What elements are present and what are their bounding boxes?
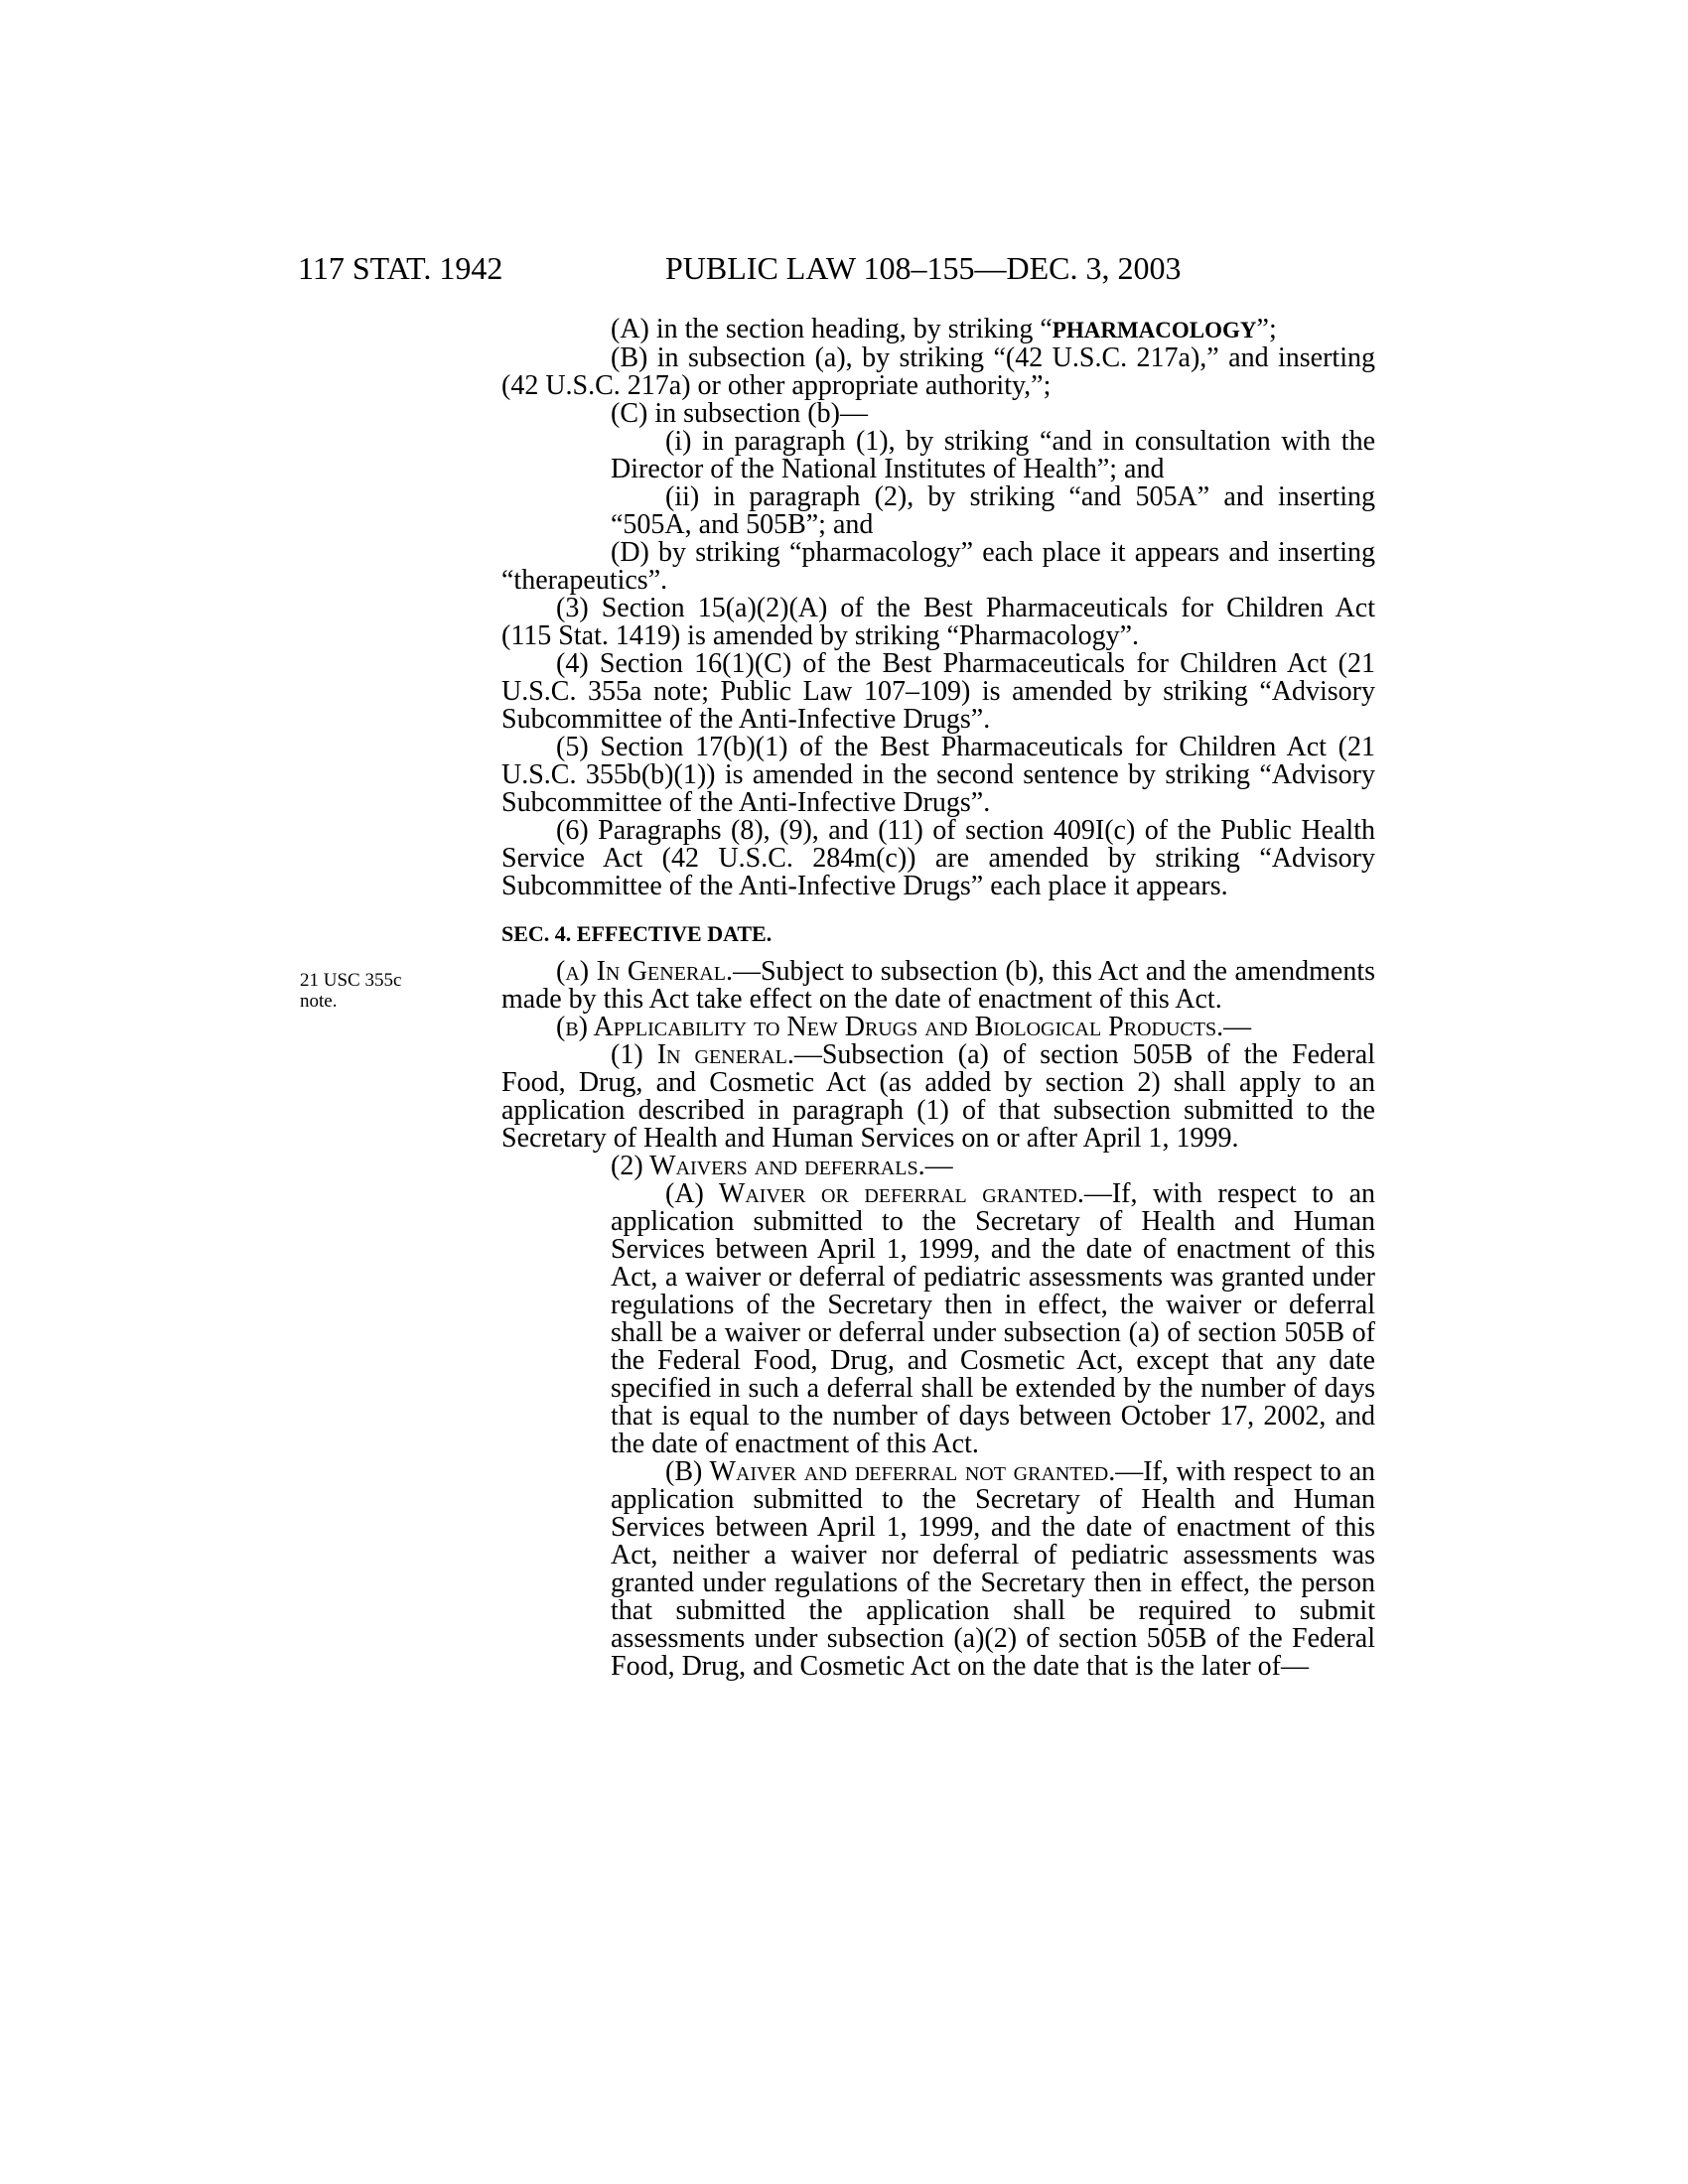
margin-note [300,970,401,1012]
margin-note-line: 21 USC 355c [300,970,402,991]
paragraph-6: (6) Paragraphs (8), (9), and (11) of section 409I(c) of the Public Health Service Act (42 U.S.C. 284m(c)) are amended by striking “Advisory Subcommittee of the Anti-Infective Drugs” each place it appears. [501,815,1375,901]
paragraph-a: (A) in the section heading, by striking “PHARMACOLOGY”; [611,314,1277,344]
margin-note-line: note. [300,991,338,1012]
section-heading: SEC. 4. EFFECTIVE DATE. [501,921,773,946]
page-header [298,248,1390,288]
subsection-a: (a) In General.—Subject to subsection (b), this Act and the amendments made by this Act take effect on the date of enactment of this Act. [501,956,1375,1015]
subsection-b: (b) Applicability to New Drugs and Biological Products.— [556,1012,1252,1042]
paragraph-3: (3) Section 15(a)(2)(A) of the Best Pharmaceuticals for Children Act (115 Stat. 1419) is amended by striking “Pharmacology”. [501,593,1375,651]
paragraph-5: (5) Section 17(b)(1) of the Best Pharmaceuticals for Children Act (21 U.S.C. 355b(b)(1)) is amended in the second sentence by striking “Advisory Subcommittee of the Anti-Infective Drugs”. [501,732,1375,818]
paragraph-b1: (1) In general.—Subsection (a) of section 505B of the Federal Food, Drug, and Cosmetic Act (as added by section 2) shall apply to an application described in paragraph (1) of that subsection submitted to the Secretary of Health and Human Services on or after April 1, 1999. [501,1039,1375,1154]
bold-heading-text: PHARMACOLOGY [1052,318,1257,342]
document-body [501,316,1375,1681]
paragraph-b: (B) in subsection (a), by striking “(42 U.S.C. 217a),” and inserting (42 U.S.C. 217a) or other appropriate authority,”; [501,342,1375,401]
paragraph-d: (D) by striking “pharmacology” each place it appears and inserting “therapeutics”. [501,537,1375,596]
paragraph-c-i: (i) in paragraph (1), by striking “and in consultation with the Director of the National Institutes of Health”; and [611,426,1375,484]
running-title: PUBLIC LAW 108–155—DEC. 3, 2003 [665,250,1182,286]
subparagraph-b2b: (B) Waiver and deferral not granted.—If, with respect to an application submitted to the Secretary of Health and Human Services between April 1, 1999, and the date of enactment of this Act, neither a waiver nor deferral of pediatric assessments was granted under regulations of the Secretary then in effect, the person that submitted the application shall be required to submit assessments under subsection (a)(2) of section 505B of the Federal Food, Drug, and Cosmetic Act on the date that is the later of— [611,1456,1375,1682]
paragraph-c-ii: (ii) in paragraph (2), by striking “and 505A” and inserting “505A, and 505B”; and [611,481,1375,540]
paragraph-c: (C) in subsection (b)— [611,398,868,429]
paragraph-b2: (2) Waivers and deferrals.— [611,1151,953,1181]
subparagraph-b2a: (A) Waiver or deferral granted.—If, with respect to an application submitted to the Secretary of Health and Human Services between April 1, 1999, and the date of enactment of this Act, a waiver or deferral of pediatric assessments was granted under regulations of the Secretary then in effect, the waiver or deferral shall be a waiver or deferral under subsection (a) of section 505B of the Federal Food, Drug, and Cosmetic Act, except that any date specified in such a deferral shall be extended by the number of days that is equal to the number of days between October 17, 2002, and the date of enactment of this Act. [611,1178,1375,1459]
paragraph-4: (4) Section 16(1)(C) of the Best Pharmaceuticals for Children Act (21 U.S.C. 355a note; Public Law 107–109) is amended by striking “Advisory Subcommittee of the Anti-Infective Drugs”. [501,648,1375,735]
statute-page-number: 117 STAT. 1942 [298,250,503,286]
